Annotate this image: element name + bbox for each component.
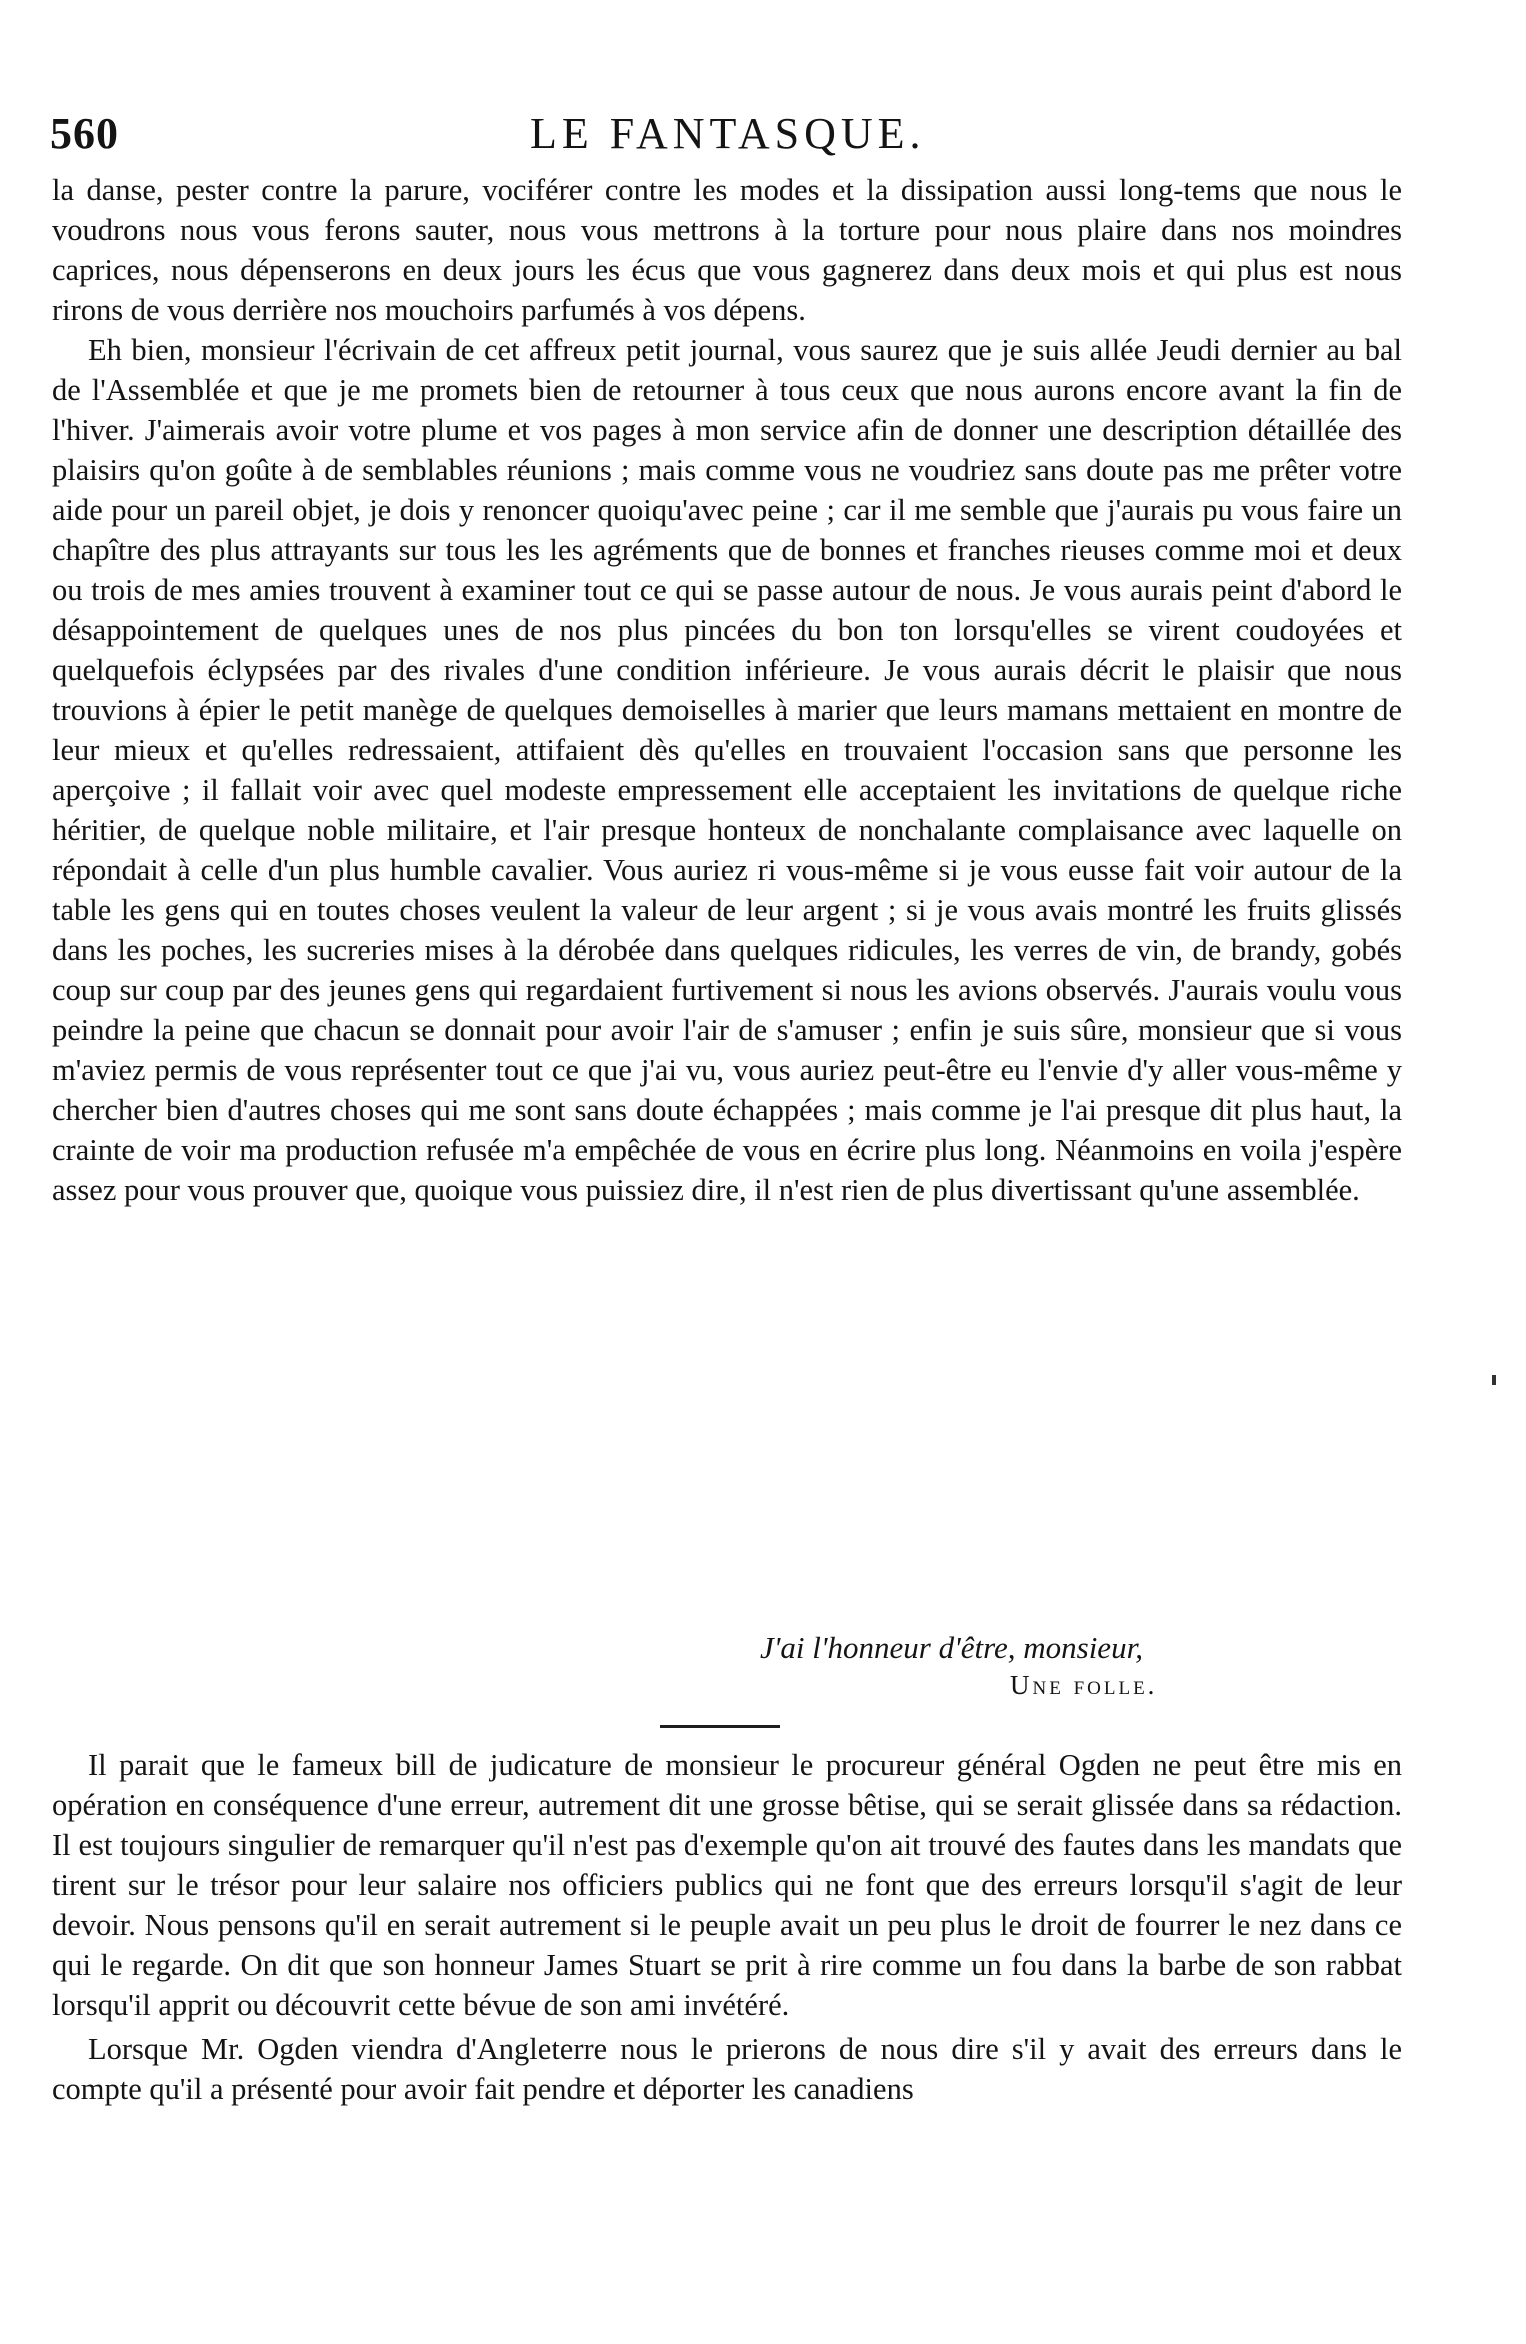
page-header xyxy=(50,108,1466,168)
journal-title: LE FANTASQUE. xyxy=(530,109,926,158)
page-number: 560 xyxy=(50,109,119,158)
letter-paragraph: la danse, pester contre la parure, vociférer contre les modes et la dissipation aussi long-tems que nous le voudrons nous vous ferons sauter, nous vous mettrons à la torture pour nous plaire dans nos moindres caprices, nous dépenserons en deux jours les écus que vous gagnerez dans deux mois et qui plus est nous rirons de vous derrière nos mouchoirs parfumés à vos dépens. xyxy=(52,173,1402,327)
section-divider xyxy=(660,1725,780,1728)
article-body xyxy=(52,1745,1402,2113)
letter-body xyxy=(52,170,1402,1210)
print-speck xyxy=(1492,1375,1496,1385)
article-paragraph: Il parait que le fameux bill de judicature de monsieur le procureur général Ogden ne peut être mis en opération en conséquence d'une erreur, autrement dit une grosse bêtise, qui se serait glissée dans sa rédaction. Il est toujours singulier de remarquer qu'il n'est pas d'exemple qu'on ait trouvé des fautes dans les mandats que tirent sur le trésor pour leur salaire nos officiers publics qui ne font que des erreurs lorsqu'il s'agit de leur devoir. Nous pensons qu'il en serait autrement si le peuple avait un peu plus le droit de fourrer le nez dans ce qui le regarde. On dit que son honneur James Stuart se prit à rire comme un fou dans la barbe de son rabbat lorsqu'il apprit ou découvrit cette bévue de son ami invétéré. xyxy=(52,1748,1402,2022)
article-paragraph: Lorsque Mr. Ogden viendra d'Angleterre nous le prierons de nous dire s'il y avait des erreurs dans le compte qu'il a présenté pour avoir fait pendre et déporter les canadiens xyxy=(52,2032,1402,2106)
letter-signature: Une folle. xyxy=(1010,1670,1158,1700)
letter-paragraph: Eh bien, monsieur l'écrivain de cet affreux petit journal, vous saurez que je suis allée Jeudi dernier au bal de l'Assemblée et que je me promets bien de retourner à tous ceux que nous aurons encore avant la fin de l'hiver. J'aimerais avoir votre plume et vos pages à mon service afin de donner une description détaillée des plaisirs qu'on goûte à de semblables réunions ; mais comme vous ne voudriez sans doute pas me prêter votre aide pour un pareil objet, je dois y renoncer quoiqu'avec peine ; car il me semble que j'aurais pu vous faire un chapître des plus attrayants sur tous les les agréments que de bonnes et franches rieuses comme moi et deux ou trois de mes amies trouvent à examiner tout ce qui se passe autour de nous. Je vous aurais peint d'abord le désappointement de quelques unes de nos plus pincées du bon ton lorsqu'elles se virent coudoyées et quelquefois éclypsées par des rivales d'une condition inférieure. Je vous aurais décrit le plaisir que nous trouvions à épier le petit manège de quelques demoiselles à marier que leurs mamans mettaient en montre de leur mieux et qu'elles redressaient, attifaient dès qu'elles en trouvaient l'occasion sans que personne les aperçoive ; il fallait voir avec quel modeste empressement elle acceptaient les invitations de quelque riche héritier, de quelque noble militaire, et l'air presque honteux de nonchalante complaisance avec laquelle on répondait à celle d'un plus humble cavalier. Vous auriez ri vous-même si je vous eusse fait voir autour de la table les gens qui en toutes choses veulent la valeur de leur argent ; si je vous avais montré les fruits glissés dans les poches, les sucreries mises à la dérobée dans quelques ridicules, les verres de vin, de brandy, gobés coup sur coup par des jeunes gens qui regardaient furtivement si nous les avions observés. J'aurais voulu vous peindre la peine que chacun se donnait pour avoir l'air de s'amuser ; enfin je suis sûre, monsieur que si vous m'aviez permis de vous représenter tout ce que j'ai vu, vous auriez peut-être eu l'envie d'y aller vous-même y chercher bien d'autres choses qui me sont sans doute échappées ; mais comme je l'ai presque dit plus haut, la crainte de voir ma production refusée m'a empêchée de vous en écrire plus long. Néanmoins en voila j'espère assez pour vous prouver que, quoique vous puissiez dire, il n'est rien de plus divertissant qu'une assemblée. xyxy=(52,333,1402,1207)
letter-closing: J'ai l'honneur d'être, monsieur, xyxy=(760,1630,1143,1665)
